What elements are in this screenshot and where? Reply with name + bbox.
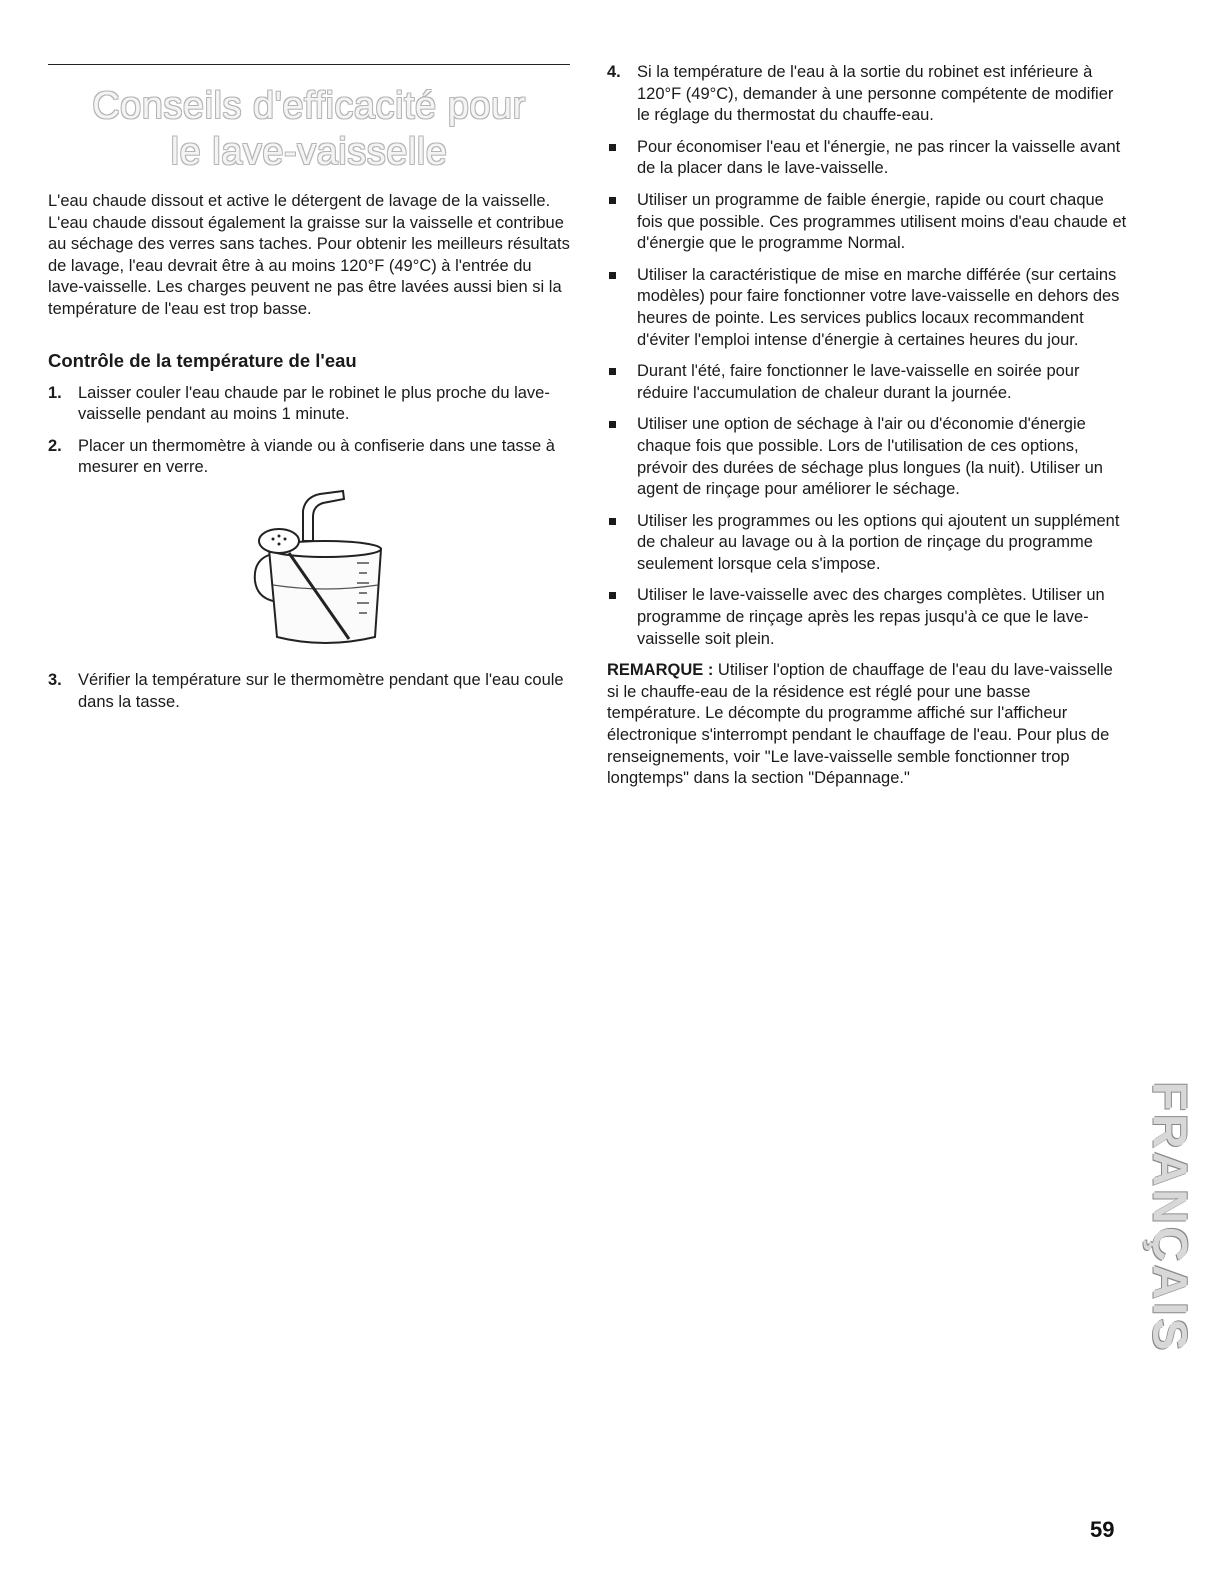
note-label: REMARQUE :: [607, 661, 714, 680]
thermometer-in-measuring-cup-illustration: [245, 489, 390, 654]
steps-list-continued: [48, 670, 570, 713]
step-number: 1.: [48, 383, 62, 402]
title-line-1: Conseils d'efficacité pour: [92, 85, 526, 127]
title-line-2: le lave-vaisselle: [170, 131, 448, 173]
section-heading: Contrôle de la température de l'eau: [48, 349, 357, 371]
tip-text: Utiliser une option de séchage à l'air ou d'économie d'énergie chaque fois que possible. Lors de l'utilisation de ces options, prévoir des durées de séchage plus longues (la nuit). Utiliser un agent de rinçage pour améliorer le séchage.: [637, 415, 1103, 499]
bullet-square-icon: [609, 272, 616, 279]
bullet-square-icon: [609, 197, 616, 204]
step-text: Si la température de l'eau à la sortie du robinet est inférieure à 120°F (49°C), demander à une personne compétente de modifier le réglage du thermostat du chauffe-eau.: [637, 63, 1114, 125]
right-column: [607, 62, 1127, 790]
step-3: [48, 670, 570, 713]
steps-list-right: [607, 62, 1127, 127]
bullet-square-icon: [609, 421, 616, 428]
bullet-square-icon: [609, 368, 616, 375]
tip-item: [607, 361, 1127, 404]
page-number: 59: [1090, 1517, 1115, 1542]
steps-list: [48, 383, 570, 479]
title-rule: [48, 64, 570, 65]
step-number: 4.: [607, 63, 621, 81]
page-title: [48, 83, 570, 175]
tip-item: [607, 190, 1127, 255]
tip-item: [607, 137, 1127, 180]
step-2: [48, 436, 570, 479]
tip-item: [607, 414, 1127, 500]
tip-text: Pour économiser l'eau et l'énergie, ne pas rincer la vaisselle avant de la placer dans le lave-vaisselle.: [637, 137, 1121, 178]
tips-list: [607, 137, 1127, 650]
tip-item: [607, 265, 1127, 351]
intro-paragraph: L'eau chaude dissout et active le détergent de lavage de la vaisselle. L'eau chaude dissout également la graisse sur la vaisselle et contribue au séchage des verres sans taches. Pour obtenir les meilleurs résultats de lavage, l'eau devrait être à au moins 120°F (49°C) à l'entrée du lave-vaisselle. Les charges peuvent ne pas être lavées aussi bien si la température de l'eau est trop basse.: [48, 192, 570, 318]
step-4: [607, 62, 1127, 127]
tip-text: Utiliser les programmes ou les options qui ajoutent un supplément de chaleur au lavage ou à la portion de rinçage du programme seulement lorsque cela s'impose.: [637, 511, 1120, 573]
step-number: 2.: [48, 436, 62, 455]
step-1: [48, 383, 570, 426]
step-text: Placer un thermomètre à viande ou à confiserie dans une tasse à mesurer en verre.: [78, 436, 555, 477]
tip-text: Utiliser un programme de faible énergie, rapide ou court chaque fois que possible. Ces programmes utilisent moins d'eau chaude et d'énergie que le programme Normal.: [637, 190, 1127, 253]
remarque-note: [607, 660, 1127, 790]
note-text: Utiliser l'option de chauffage de l'eau du lave-vaisselle si le chauffe-eau de la résidence est réglé pour une basse température. Le décompte du programme affiché sur l'afficheur électronique s'interrompt pendant le chauffage de l'eau. Pour plus de renseignements, voir "Le lave-vaisselle semble fonctionner trop longtemps" dans la section "Dépannage.": [607, 661, 1113, 788]
left-column: [48, 64, 570, 723]
step-number: 3.: [48, 670, 62, 689]
tip-text: Utiliser le lave-vaisselle avec des charges complètes. Utiliser un programme de rinçage après les repas jusqu'à ce que le lave-vaisselle soit plein.: [637, 586, 1105, 648]
bullet-square-icon: [609, 518, 616, 525]
tip-item: [607, 511, 1127, 576]
bullet-square-icon: [609, 144, 616, 151]
tip-text: Utiliser la caractéristique de mise en marche différée (sur certains modèles) pour faire fonctionner votre lave-vaisselle en dehors des heures de pointe. Les services publics locaux recommandent d'éviter l'emploi intense d'énergie à certaines heures du jour.: [637, 265, 1120, 349]
language-label: FRANÇAIS: [1142, 1081, 1196, 1354]
tip-text: Durant l'été, faire fonctionner le lave-vaisselle en soirée pour réduire l'accumulation de chaleur durant la journée.: [637, 362, 1080, 402]
bullet-square-icon: [609, 592, 616, 599]
language-side-tab: [1142, 1081, 1196, 1354]
tip-item: [607, 585, 1127, 650]
step-text: Vérifier la température sur le thermomètre pendant que l'eau coule dans la tasse.: [78, 670, 564, 711]
step-text: Laisser couler l'eau chaude par le robinet le plus proche du lave-vaisselle pendant au moins 1 minute.: [78, 383, 550, 424]
